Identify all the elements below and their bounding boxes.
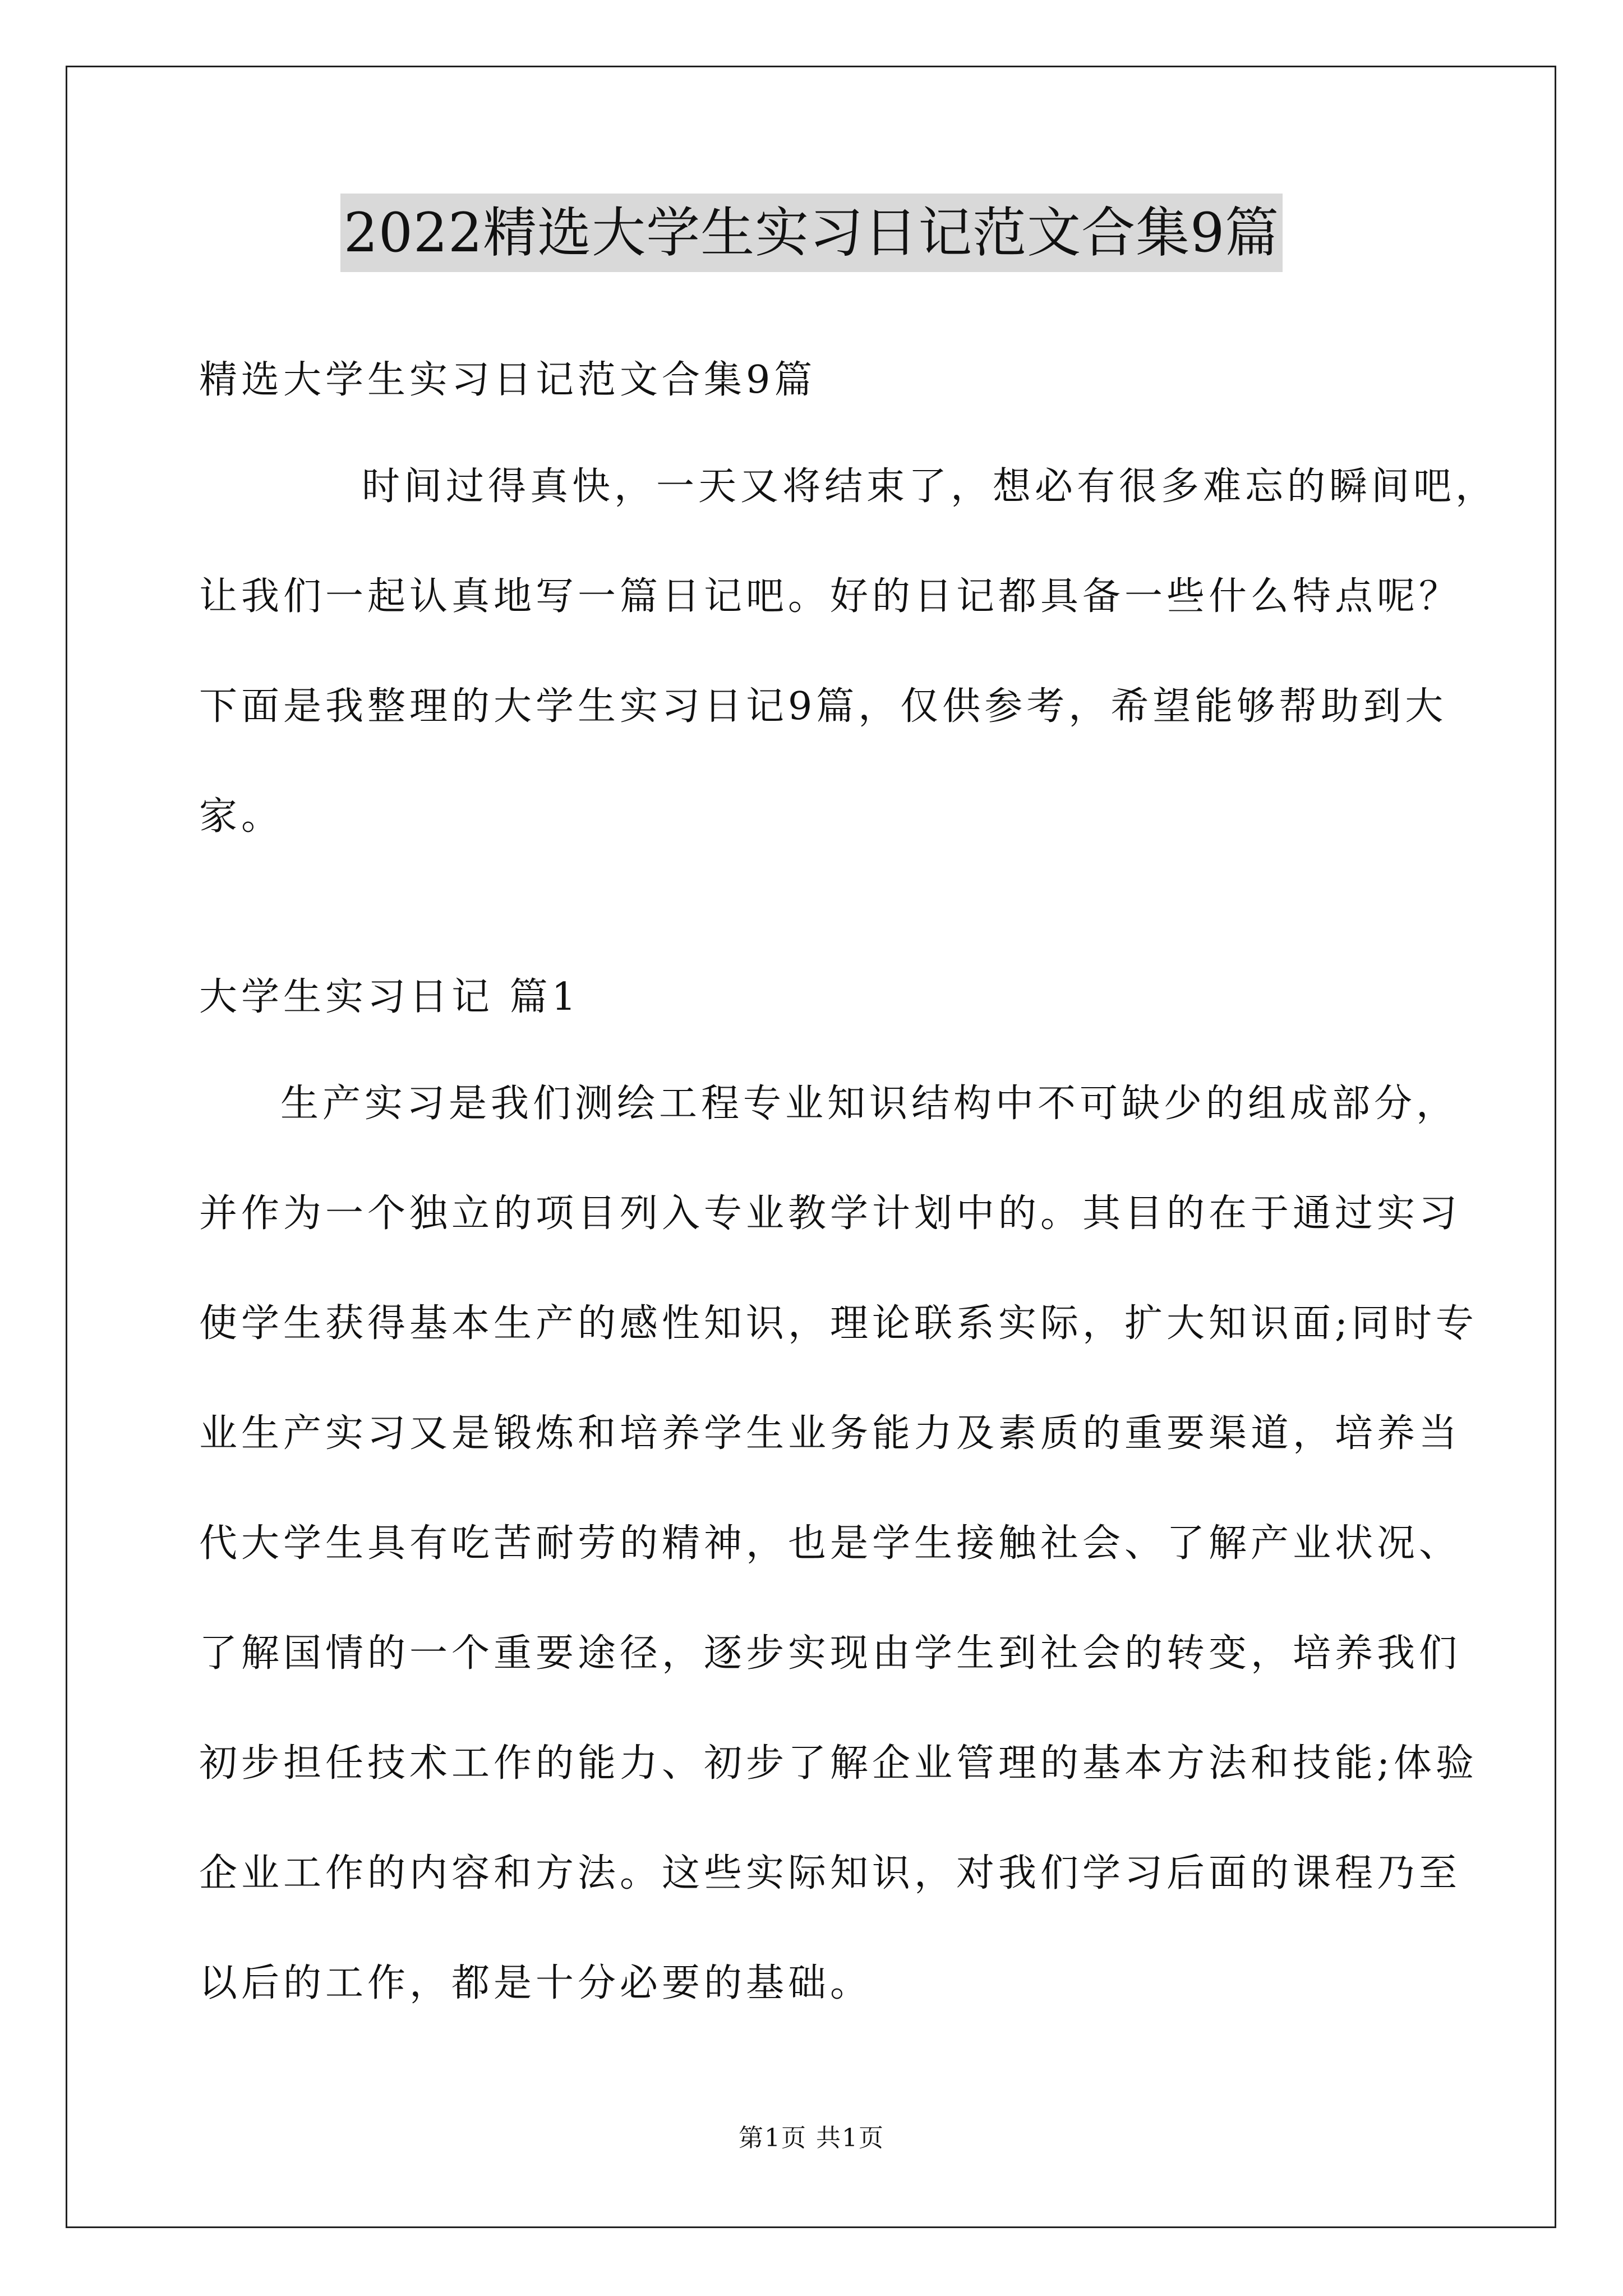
section-heading bbox=[199, 942, 1455, 1052]
section-line-5: 代大学生具有吃苦耐劳的精神，也是学生接触社会、了解产业状况、 bbox=[199, 1521, 1461, 1566]
intro-line-2: 让我们一起认真地写一篇日记吧。好的日记都具备一些什么特点呢？ bbox=[199, 574, 1461, 619]
intro-paragraph bbox=[199, 432, 1498, 872]
section-line-1: 生产实习是我们测绘工程专业知识结构中不可缺少的组成部分， bbox=[280, 1082, 1459, 1126]
section-line-6: 了解国情的一个重要途径，逐步实现由学生到社会的转变，培养我们 bbox=[199, 1631, 1461, 1676]
section-paragraph bbox=[199, 1049, 1478, 2039]
section-line-9: 以后的工作，都是十分必要的基础。 bbox=[199, 1961, 873, 2005]
section-line-3: 使学生获得基本生产的感性知识，理论联系实际，扩大知识面;同时专 bbox=[199, 1301, 1478, 1346]
section-heading-text: 大学生实习日记 篇1 bbox=[199, 975, 580, 1019]
section-line-2: 并作为一个独立的项目列入专业教学计划中的。其目的在于通过实习 bbox=[199, 1191, 1461, 1236]
section-line-7: 初步担任技术工作的能力、初步了解企业管理的基本方法和技能;体验 bbox=[199, 1741, 1478, 1786]
subtitle-line: 精选大学生实习日记范文合集9篇 bbox=[199, 358, 817, 402]
document-title: 2022精选大学生实习日记范文合集9篇 bbox=[340, 194, 1283, 272]
document-subtitle bbox=[199, 325, 1455, 435]
title-container bbox=[0, 194, 1623, 272]
intro-line-4: 家。 bbox=[199, 794, 284, 839]
section-line-4: 业生产实习又是锻炼和培养学生业务能力及素质的重要渠道，培养当 bbox=[199, 1411, 1461, 1456]
page-footer: 第1页 共1页 bbox=[739, 2124, 884, 2152]
section-line-8: 企业工作的内容和方法。这些实际知识，对我们学习后面的课程乃至 bbox=[199, 1851, 1461, 1895]
intro-line-1: 时间过得真快，一天又将结束了，想必有很多难忘的瞬间吧， bbox=[362, 464, 1498, 509]
intro-line-3: 下面是我整理的大学生实习日记9篇，仅供参考，希望能够帮助到大 bbox=[199, 684, 1447, 729]
